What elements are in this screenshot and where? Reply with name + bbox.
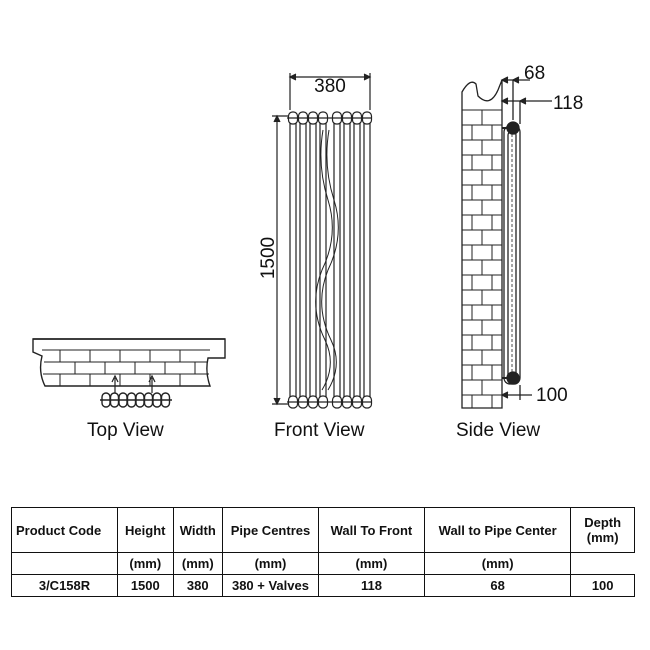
front-column: [309, 112, 318, 408]
front-view-columns: [287, 112, 372, 408]
front-column: [353, 112, 362, 408]
side-view-drawing: [462, 77, 552, 408]
side-view-label: Side View: [456, 420, 541, 441]
cell-wall-to-front: 118: [318, 575, 424, 597]
side-dimension-68-label: 68: [524, 63, 546, 84]
table-row: [12, 575, 635, 597]
unit-product-code: [12, 553, 118, 575]
header-pipe-centres: Pipe Centres: [223, 508, 319, 553]
front-view-drawing: [272, 73, 372, 408]
header-wall-to-pipe-center: Wall to Pipe Center: [424, 508, 570, 553]
header-product-code: Product Code: [12, 508, 118, 553]
top-view-drawing: [33, 339, 225, 407]
header-width: Width: [173, 508, 222, 553]
side-dimension-118: [502, 98, 552, 124]
unit-pipe-centres: (mm): [223, 553, 319, 575]
side-dimension-100: [502, 385, 532, 400]
front-view-break-line-2: [322, 130, 339, 390]
side-dimension-100-label: 100: [536, 385, 568, 406]
cell-width: 380: [173, 575, 222, 597]
front-view-label: Front View: [274, 420, 365, 441]
spec-table: [11, 507, 635, 597]
unit-wall-to-front: (mm): [318, 553, 424, 575]
unit-wall-to-pipe-center: (mm): [424, 553, 570, 575]
front-column: [343, 112, 352, 408]
side-view-radiator: [502, 122, 520, 384]
unit-height: (mm): [118, 553, 174, 575]
cell-depth: 100: [571, 575, 635, 597]
header-depth: [571, 508, 635, 553]
front-column: [333, 112, 342, 408]
header-depth-label: Depth (mm): [584, 515, 622, 545]
top-view-label: Top View: [87, 420, 164, 441]
cell-height: 1500: [118, 575, 174, 597]
header-height: Height: [118, 508, 174, 553]
front-column: [363, 112, 372, 408]
header-wall-to-front: Wall To Front: [318, 508, 424, 553]
front-height-label: 1500: [258, 236, 279, 280]
cell-pipe-centres: 380 + Valves: [223, 575, 319, 597]
front-width-label: 380: [314, 76, 346, 97]
front-view-break-line: [316, 130, 333, 390]
cell-product-code: 3/C158R: [12, 575, 118, 597]
spec-table-header-row: [12, 508, 635, 553]
front-column: [299, 112, 308, 408]
unit-width: (mm): [173, 553, 222, 575]
top-view-columns: [100, 393, 172, 407]
cell-wall-to-pipe-center: 68: [424, 575, 570, 597]
front-column: [289, 112, 298, 408]
side-dimension-118-label: 118: [553, 93, 584, 114]
spec-table-units-row: [12, 553, 635, 575]
